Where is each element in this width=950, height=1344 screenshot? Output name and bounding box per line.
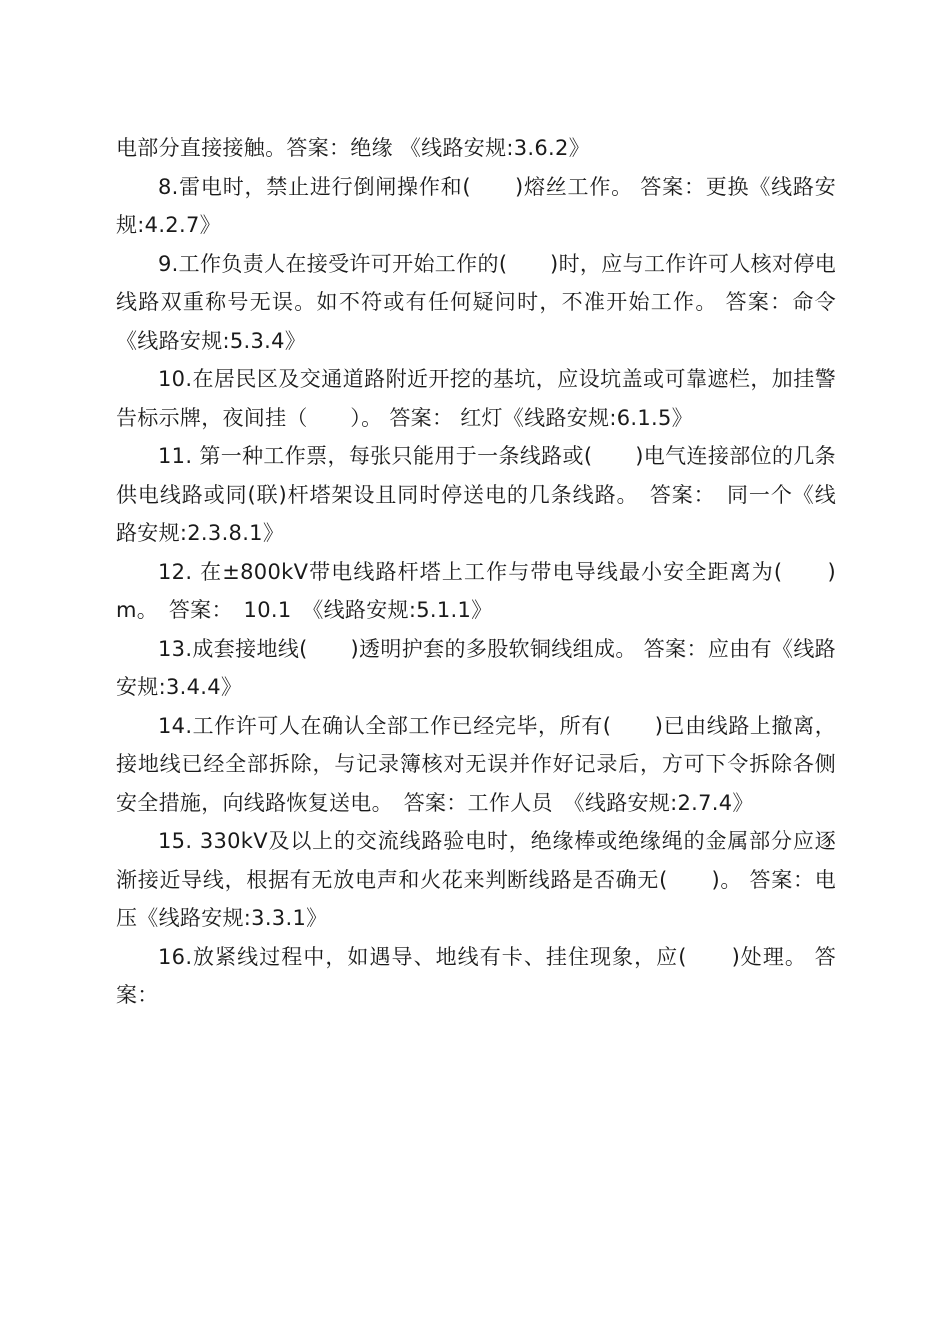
- paragraph-continuation: 电部分直接接触。答案：绝缘 《线路安规:3.6.2》: [116, 136, 590, 160]
- question-16: 16.放紧线过程中，如遇导、地线有卡、挂住现象，应( )处理。 答案：: [116, 944, 836, 1007]
- question-13: 13.成套接地线( )透明护套的多股软铜线组成。 答案：应由有《线路安规:3.4.4》: [116, 636, 836, 699]
- question-15: 15. 330kV及以上的交流线路验电时，绝缘棒或绝缘绳的金属部分应逐渐接近导线，根据有无放电声和火花来判断线路是否确无( )。 答案：电压《线路安规:3.3.1》: [116, 829, 836, 930]
- question-14: 14.工作许可人在确认全部工作已经完毕，所有( )已由线路上撤离，接地线已经全部拆除，与记录簿核对无误并作好记录后，方可下令拆除各侧安全措施，向线路恢复送电。 答案：工作人员 《线路安规:2.7.4》: [116, 713, 836, 815]
- document-body: [116, 129, 836, 1015]
- question-10: 10.在居民区及交通道路附近开挖的基坑，应设坑盖或可靠遮栏，加挂警告标示牌，夜间挂（ ）。 答案： 红灯《线路安规:6.1.5》: [116, 367, 836, 430]
- question-9: 9.工作负责人在接受许可开始工作的( )时，应与工作许可人核对停电线路双重称号无误。如不符或有任何疑问时，不准开始工作。 答案：命令《线路安规:5.3.4》: [116, 251, 836, 353]
- question-8: 8.雷电时，禁止进行倒闸操作和( )熔丝工作。 答案：更换《线路安规:4.2.7》: [116, 174, 836, 237]
- question-11: 11. 第一种工作票，每张只能用于一条线路或( )电气连接部位的几条供电线路或同(联)杆塔架设且同时停送电的几条线路。 答案： 同一个《线路安规:2.3.8.1》: [116, 444, 836, 545]
- question-12: 12. 在±800kV带电线路杆塔上工作与带电导线最小安全距离为( )m。 答案： 10.1 《线路安规:5.1.1》: [116, 559, 836, 622]
